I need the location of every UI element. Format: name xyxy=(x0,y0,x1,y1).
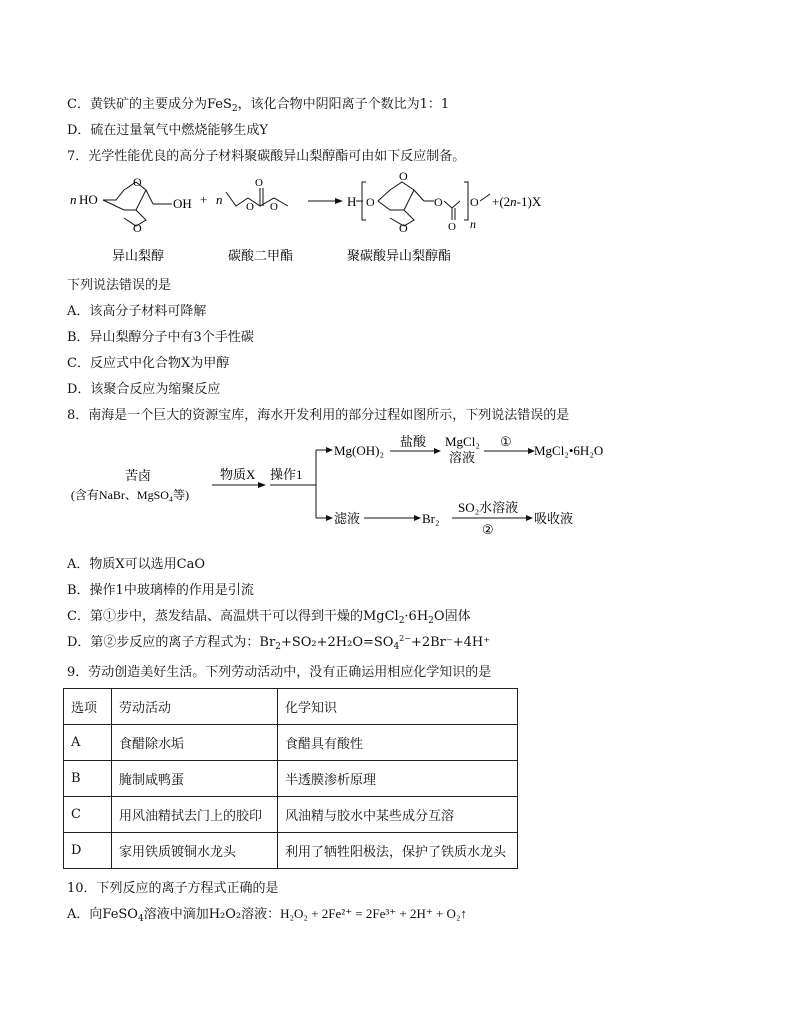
svg-text:O: O xyxy=(133,175,142,189)
q7-reaction-scheme xyxy=(60,168,580,268)
svg-text:物质X: 物质X xyxy=(220,467,256,482)
oh-label: OH xyxy=(173,196,192,211)
question-8-stem: 8．南海是一个巨大的资源宝库，海水开发利用的部分过程如图所示，下列说法错误的是 xyxy=(67,408,570,423)
coeff-n2: n xyxy=(216,192,223,207)
svg-text:O: O xyxy=(255,177,263,189)
option-8c: C．第①步中，蒸发结晶、高温烘干可以得到干燥的$MgCl_2\cdot 6H_2O$固体 xyxy=(67,609,471,626)
svg-text:Br₂: Br₂ xyxy=(422,511,440,526)
coeff-n: n xyxy=(70,192,77,207)
table-row: D 家用铁质镀铜水龙头 利用了牺牲阳极法，保护了铁质水龙头 xyxy=(64,833,518,869)
plus-sign: + xyxy=(200,192,208,207)
svg-text:盐酸: 盐酸 xyxy=(400,434,427,449)
end-h: H xyxy=(347,194,357,209)
question-7-stem: 7．光学性能优良的高分子材料聚碳酸异山梨醇酯可由如下反应制备。 xyxy=(67,149,466,164)
svg-text:(含有NaBr、MgSO₄等): (含有NaBr、MgSO₄等) xyxy=(70,488,190,502)
q9-table xyxy=(63,688,518,869)
svg-text:MgCl₂•6H₂O: MgCl₂•6H₂O xyxy=(534,443,604,458)
svg-text:O: O xyxy=(399,169,408,183)
option-8b: B．操作1中玻璃棒的作用是引流 xyxy=(67,583,254,598)
svg-text:操作1: 操作1 xyxy=(270,467,303,482)
table-row: C 用风油精拭去门上的胶印 风油精与胶水中某些成分互溶 xyxy=(64,797,518,833)
option-8a: A．物质X可以选用CaO xyxy=(67,557,205,572)
svg-text:溶液: 溶液 xyxy=(449,450,476,465)
label-polymer: 聚碳酸异山梨醇酯 xyxy=(347,248,452,263)
table-row: A 食醋除水垢 食醋具有酸性 xyxy=(64,725,518,761)
svg-text:Mg(OH)₂: Mg(OH)₂ xyxy=(334,443,385,458)
svg-text:O: O xyxy=(246,201,254,213)
svg-text:O: O xyxy=(448,221,456,233)
label-dmc: 碳酸二甲酯 xyxy=(228,248,294,263)
svg-text:SO₂水溶液: SO₂水溶液 xyxy=(458,500,519,515)
svg-text:O: O xyxy=(133,221,142,235)
option-6d: D．硫在过量氧气中燃烧能够生成Y xyxy=(67,123,269,138)
table-row: B 腌制咸鸭蛋 半透膜渗析原理 xyxy=(64,761,518,797)
svg-text:O: O xyxy=(399,221,408,235)
table-header-row: 选项 劳动活动 化学知识 xyxy=(64,689,518,725)
question-10-stem: 10．下列反应的离子方程式正确的是 xyxy=(67,881,279,896)
svg-text:O: O xyxy=(470,195,479,209)
svg-text:吸收液: 吸收液 xyxy=(534,511,574,526)
svg-text:滤液: 滤液 xyxy=(334,511,361,526)
svg-text:n: n xyxy=(470,217,476,231)
option-8d: D．第②步反应的离子方程式为：$Br_2+SO_2+2H_2O=SO_4^{2-}+2Br^-+4H^+$ xyxy=(67,634,491,652)
svg-text:②: ② xyxy=(482,522,494,537)
svg-text:O: O xyxy=(270,201,278,213)
ho-label: HO xyxy=(79,192,98,207)
option-7a: A．该高分子材料可降解 xyxy=(67,304,207,319)
svg-text:MgCl₂: MgCl₂ xyxy=(445,434,480,449)
byproduct: +(2n-1)X xyxy=(492,194,542,209)
q8-flowchart xyxy=(60,430,660,545)
label-isosorbide: 异山梨醇 xyxy=(112,248,165,263)
option-7c: C．反应式中化合物X为甲醇 xyxy=(67,356,230,371)
option-10a: A．向FeSO$_4$溶液中滴加H₂O₂溶液：H₂O₂ + 2Fe²⁺ = 2Fe³⁺ + 2H⁺ + O₂↑ xyxy=(67,906,467,924)
svg-text:苦卤: 苦卤 xyxy=(124,468,152,483)
option-7d: D．该聚合反应为缩聚反应 xyxy=(67,382,221,397)
q7-prompt: 下列说法错误的是 xyxy=(67,278,172,293)
option-6c: C．黄铁矿的主要成分为FeS$_2$，该化合物中阴阳离子个数比为1：1 xyxy=(67,97,450,114)
svg-text:①: ① xyxy=(500,434,512,449)
option-7b: B．异山梨醇分子中有3个手性碳 xyxy=(67,330,254,345)
question-9-stem: 9．劳动创造美好生活。下列劳动活动中，没有正确运用相应化学知识的是 xyxy=(67,665,492,680)
svg-text:O: O xyxy=(434,195,443,209)
svg-text:O: O xyxy=(366,195,375,209)
